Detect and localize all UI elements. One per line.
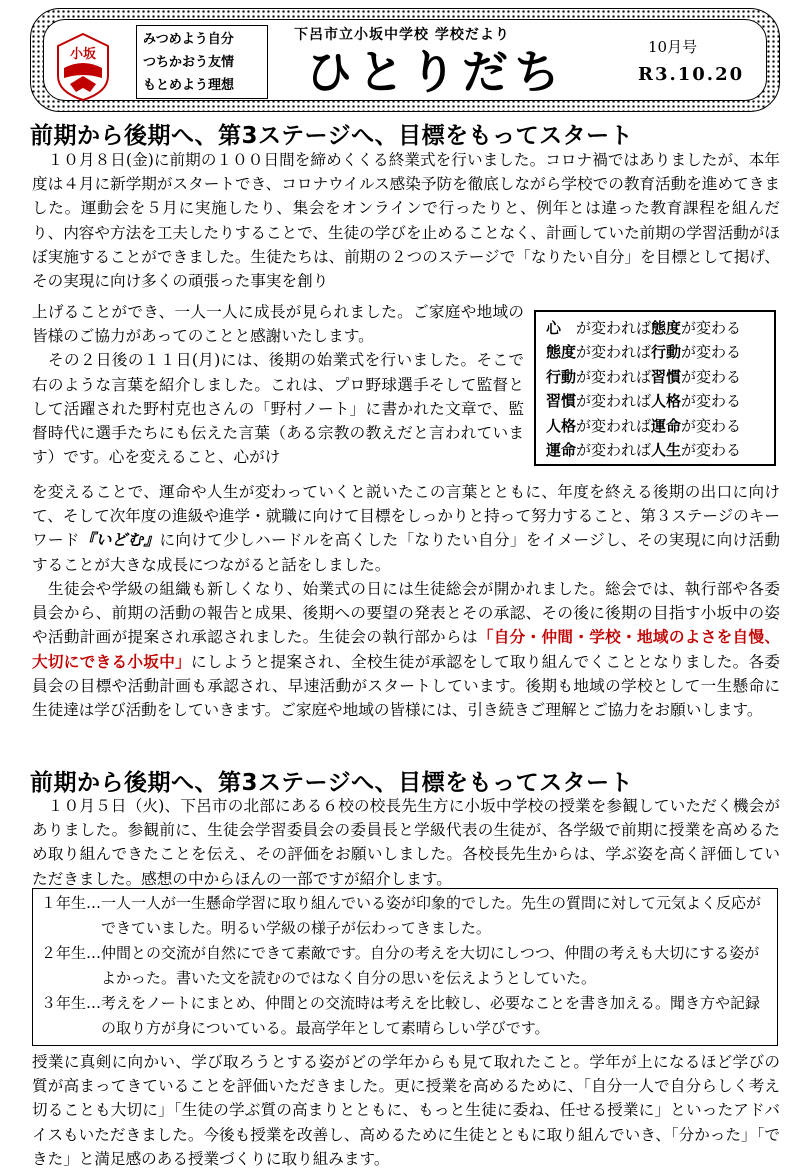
quote-line: 習慣が変われば人格が変わる: [546, 392, 742, 411]
article2-heading: 前期から後期へ、第3ステージへ、目標をもってスタート: [30, 770, 634, 796]
review-label: ２年生…: [41, 944, 102, 962]
review-text: 一人一人が一生懸命学習に取り組んでいる姿が印象的でした。先生の質問に対して元気よく反応ができていました。明るい学級の様子が伝わってきました。: [101, 894, 762, 937]
article1-paragraph-4: 生徒会や学級の組織も新しくなり、始業式の日には生徒総会が開かれました。総会では、執行部や各委員会から、前期の活動の報告と成果、後期への要望の発表とその承認、その後に後期の目指す小坂中の姿や活動計画が提案され承認されました。生徒会の執行部からは「自分・仲間・学校・地域のよさを自慢、大切にできる小坂中」にしようと提案され、全校生徒が承認をして取り組んでくこととなりました。各委員会の目標や活動計画も承認され、早速活動がスタートしています。後期も地域の学校として一生懸命に生徒達は学び活動をしていきます。ご家庭や地域の皆様には、引き続きご理解とご協力をお願いします。: [32, 580, 780, 720]
review-grade-1: [41, 891, 769, 941]
issue-date: R3.10.20: [638, 64, 745, 85]
newsletter-title: ひとりだち: [306, 45, 566, 99]
article2-paragraph-2: 授業に真剣に向かい、学び取ろうとする姿がどの学年からも見て取れたこと。学年が上になるほど学びの質が高まってきていることを評価いただきました。更に授業を高めるために、「自分一人で自分らしく考え切ることも大切に」「生徒の学ぶ質の高まりとともに、もっと生徒に委ね、任せる授業に」といったアドバイスもいただきました。今後も授業を改善し、高めるために生徒とともに取り組んでいき、「分かった」「できた」と満足感のある授業づくりに取り組みます。: [32, 1053, 780, 1168]
header-inner-panel: [43, 19, 767, 101]
emblem-text: 小坂: [69, 47, 97, 62]
quote-line: 人格が変われば運命が変わる: [546, 416, 742, 435]
motto-line: もとめよう理想: [143, 78, 235, 93]
school-name: 下呂市立小坂中学校 学校だより: [294, 27, 510, 43]
article1-paragraph-1: １０月８日(金)に前期の１００日間を締めくくる終業式を行いました。コロナ禍ではありましたが、本年度は４月に新学期がスタートでき、コロナウイルス感染予防を徹底しながら学校での教育活動を進めてきました。運動会を５月に実施したり、集会をオンラインで行ったりと、例年とは違った教育課程を組んだり、内容や方法を工夫したりすることで、生徒の学びを止めることなく、計画していた前期の学習活動がほぼ実施することができました。生徒たちは、前期の２つのステージで「なりたい自分」を目標として掲げ、その実現に向け多くの頑張った事実を創り: [32, 151, 780, 291]
keyword-idomu: 『いどむ』: [79, 531, 160, 550]
article1-heading: 前期から後期へ、第3ステージへ、目標をもってスタート: [30, 123, 634, 149]
review-label: １年生…: [41, 894, 102, 912]
student-council-slogan: 「自分・仲間・学校・地域のよさを自慢、大切にできる小坂中」: [32, 628, 780, 671]
review-grade-2: [41, 941, 769, 991]
article2-paragraph-1: １０月５日（火)、下呂市の北部にある６校の校長先生方に小坂中学校の授業を参観していただく機会がありました。参観前に、生徒会学習委員会の委員長と学級代表の生徒が、各学級で前期に授業を高めるため取り組んできたことを伝え、その評価をお願いしました。各校長先生からは、学ぶ姿を高く評価していただきました。感想の中からほんの一部ですが紹介します。: [32, 797, 780, 888]
principal-reviews-box: [32, 888, 778, 1046]
nomura-quote-box: [534, 310, 776, 466]
quote-line: 運命が変われば人生が変わる: [546, 441, 742, 460]
motto-line: みつめよう自分: [143, 32, 234, 47]
quote-line: 行動が変われば習慣が変わる: [546, 367, 742, 386]
review-grade-3: [41, 991, 769, 1041]
school-motto-box: [136, 25, 268, 99]
review-label: ３年生…: [41, 994, 102, 1012]
article1-paragraph-3: を変えることで、運命や人生が変わっていくと説いたこの言葉とともに、年度を終える後期の出口に向けて、そして次年度の進級や進学・就職に向けて目標をしっかりと持って努力すること、第３ステージのキーワード『いどむ』に向けて少しハードルを高くした「なりたい自分」をイメージし、その実現に向け活動することが大きな成長につながると話をしました。: [32, 483, 780, 574]
review-text: 考えをノートにまとめ、仲間との交流時は考えを比較し、必要なことを書き加える。聞き方や記録の取り方が身についている。最高学年として素晴らしい学びです。: [101, 994, 760, 1037]
article1-paragraph-2: 上げることができ、一人一人に成長が見られました。ご家庭や地域の皆様のご協力があってのことと感謝いたします。 その２日後の１１日(月)には、後期の始業式を行いました。そこで右のような言葉を紹介しました。これは、プロ野球選手そして監督として活躍された野村克也さんの「野村ノート」に書かれた文章で、監督時代に選手たちにも伝えた言葉（ある宗教の教えだと言われています）です。心を変えること、心がけ: [32, 303, 524, 467]
motto-line: つちかおう友情: [143, 55, 235, 70]
school-emblem-icon: [56, 32, 110, 102]
newsletter-header: [30, 8, 780, 112]
issue-number: 10月号: [648, 38, 698, 56]
quote-line: 心 が変われば態度が変わる: [546, 319, 742, 337]
review-text: 仲間との交流が自然にできて素敵です。自分の考えを大切にしつつ、仲間の考えも大切にする姿がよかった。書いた文を読むのではなく自分の思いを伝えようとしていた。: [101, 944, 760, 987]
quote-line: 態度が変われば行動が変わる: [546, 343, 742, 362]
